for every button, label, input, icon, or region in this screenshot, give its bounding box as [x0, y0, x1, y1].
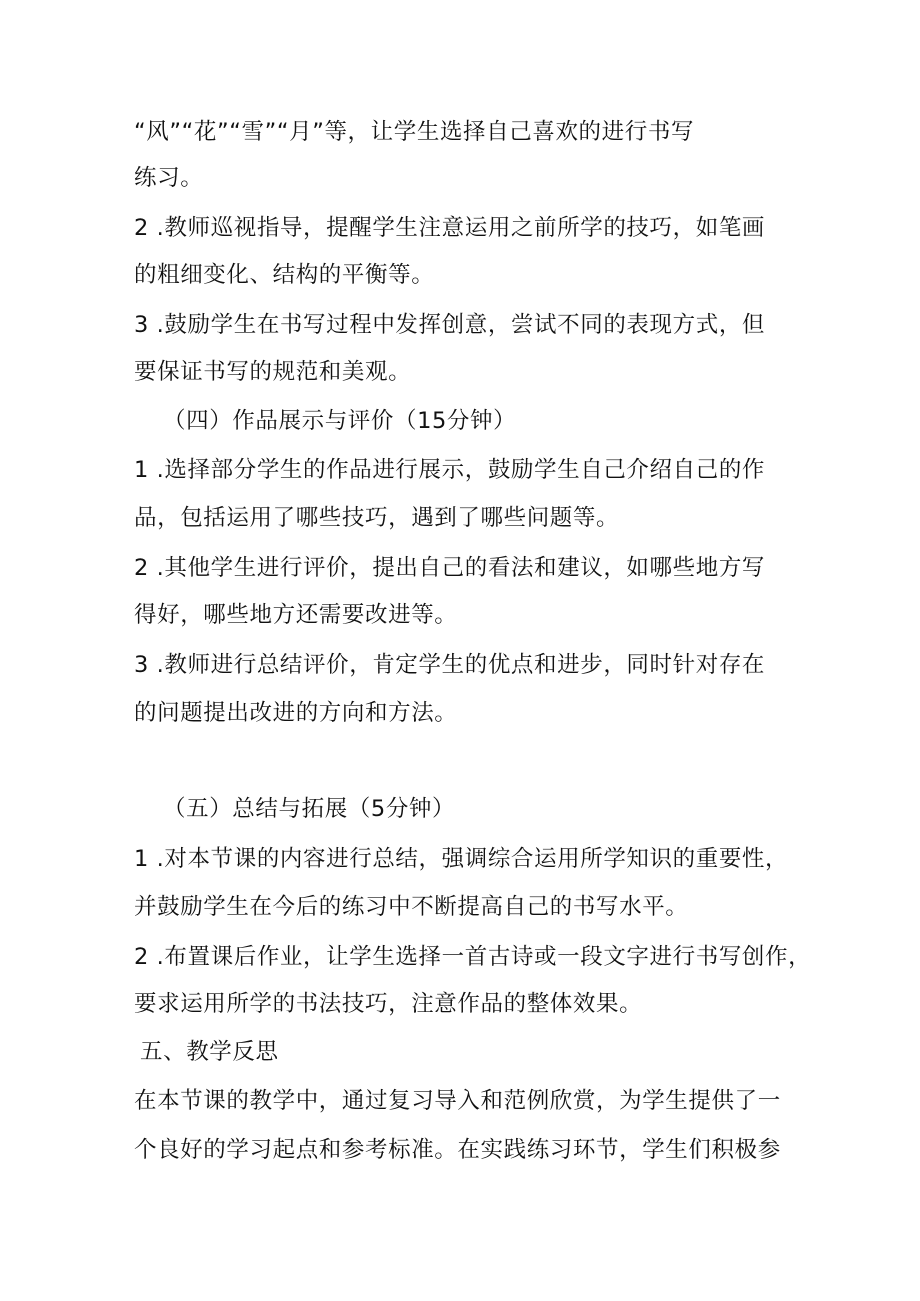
list-item-line: 2 .布置课后作业，让学生选择一首古诗或一段文字进行书写创作，	[134, 944, 812, 970]
body-line: 品，包括运用了哪些技巧，遇到了哪些问题等。	[134, 505, 620, 531]
body-line: 在本节课的教学中，通过复习导入和范例欣赏，为学生提供了一	[134, 1088, 781, 1114]
section-heading: 五、教学反思	[140, 1039, 279, 1065]
body-line: 练习。	[134, 165, 204, 191]
list-item-line: 3 .教师进行总结评价，肯定学生的优点和进步，同时针对存在	[134, 652, 766, 678]
body-line: 得好，哪些地方还需要改进等。	[134, 602, 458, 628]
list-item-line: 2 .教师巡视指导，提醒学生注意运用之前所学的技巧，如笔画	[134, 215, 766, 241]
body-line: 要保证书写的规范和美观。	[134, 359, 412, 385]
list-item-line: 1 .对本节课的内容进行总结，强调综合运用所学知识的重要性，	[134, 846, 789, 872]
list-item-line: 3 .鼓励学生在书写过程中发挥创意，尝试不同的表现方式，但	[134, 312, 766, 338]
body-line: 个良好的学习起点和参考标准。在实践练习环节，学生们积极参	[134, 1137, 781, 1163]
section-heading: （四）作品展示与评价（15分钟）	[163, 408, 517, 434]
body-line: 的问题提出改进的方向和方法。	[134, 700, 458, 726]
body-line: 的粗细变化、结构的平衡等。	[134, 262, 435, 288]
section-heading: （五）总结与拓展（5分钟）	[163, 796, 456, 822]
body-line: “风”“花”“雪”“月”等，让学生选择自己喜欢的进行书写	[134, 119, 695, 145]
list-item-line: 1 .选择部分学生的作品进行展示，鼓励学生自己介绍自己的作	[134, 457, 766, 483]
list-item-line: 2 .其他学生进行评价，提出自己的看法和建议，如哪些地方写	[134, 555, 766, 581]
body-line: 要求运用所学的书法技巧，注意作品的整体效果。	[134, 991, 643, 1017]
body-line: 并鼓励学生在今后的练习中不断提高自己的书写水平。	[134, 894, 689, 920]
